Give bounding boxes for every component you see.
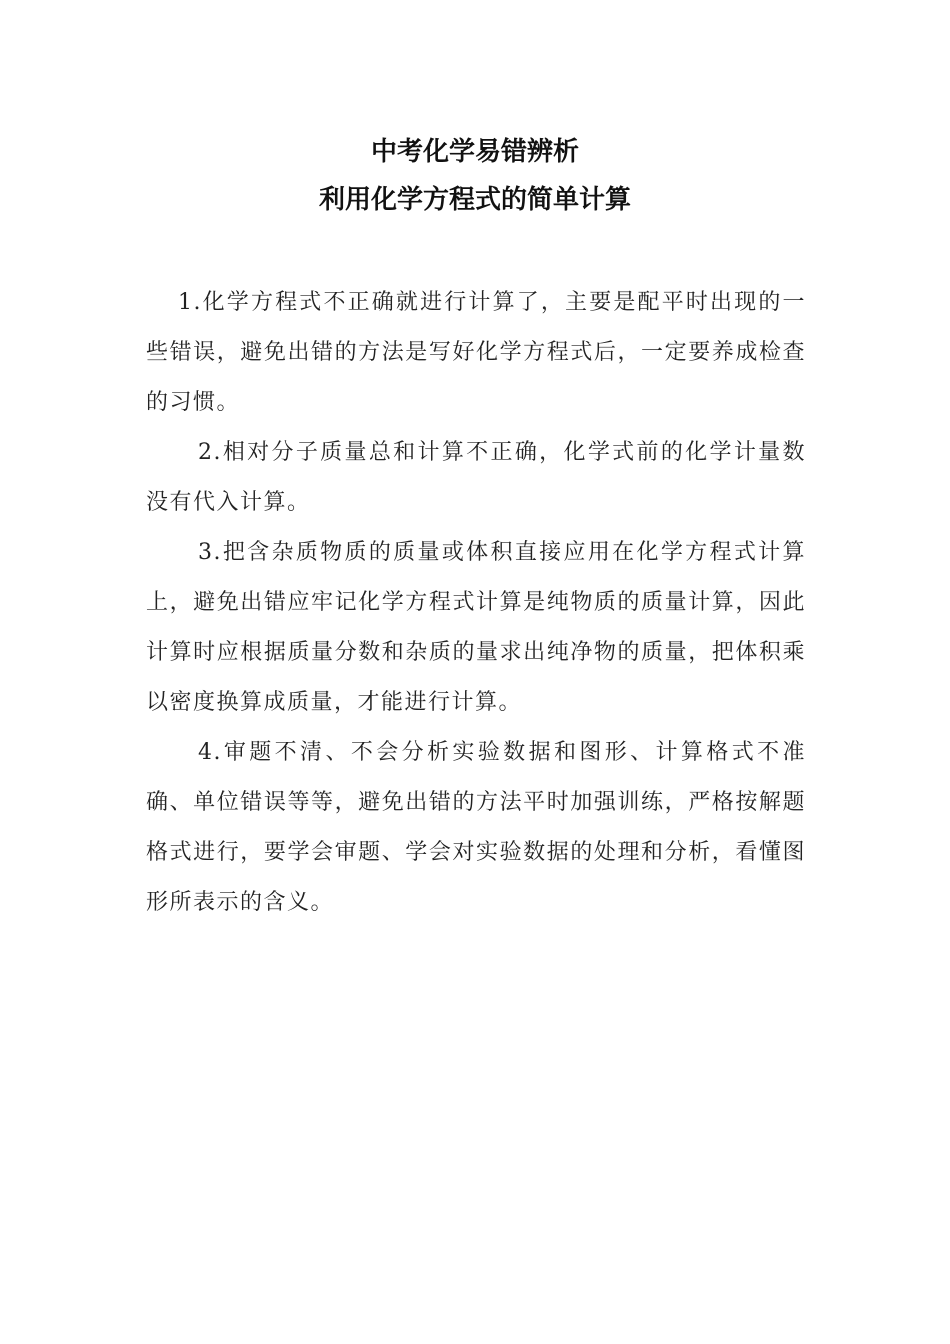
document-subtitle: 利用化学方程式的简单计算 xyxy=(318,185,631,215)
paragraph-4: 4.审题不清、不会分析实验数据和图形、计算格式不准确、单位错误等等，避免出错的方法平时加强训练，严格按解题格式进行，要学会审题、学会对实验数据的处理和分析，看懂图形所表示的含义。 xyxy=(146,740,806,915)
document-title: 中考化学易错辨析 xyxy=(370,137,579,167)
title-block xyxy=(0,128,950,224)
document-body xyxy=(146,278,806,928)
paragraph-3: 3.把含杂质物质的质量或体积直接应用在化学方程式计算上，避免出错应牢记化学方程式计算是纯物质的质量计算，因此计算时应根据质量分数和杂质的量求出纯净物的质量，把体积乘以密度换算成质量，才能进行计算。 xyxy=(146,540,806,715)
paragraph-1: 1.化学方程式不正确就进行计算了，主要是配平时出现的一些错误，避免出错的方法是写好化学方程式后，一定要养成检查的习惯。 xyxy=(146,290,806,415)
paragraph-2: 2.相对分子质量总和计算不正确，化学式前的化学计量数没有代入计算。 xyxy=(146,440,806,515)
